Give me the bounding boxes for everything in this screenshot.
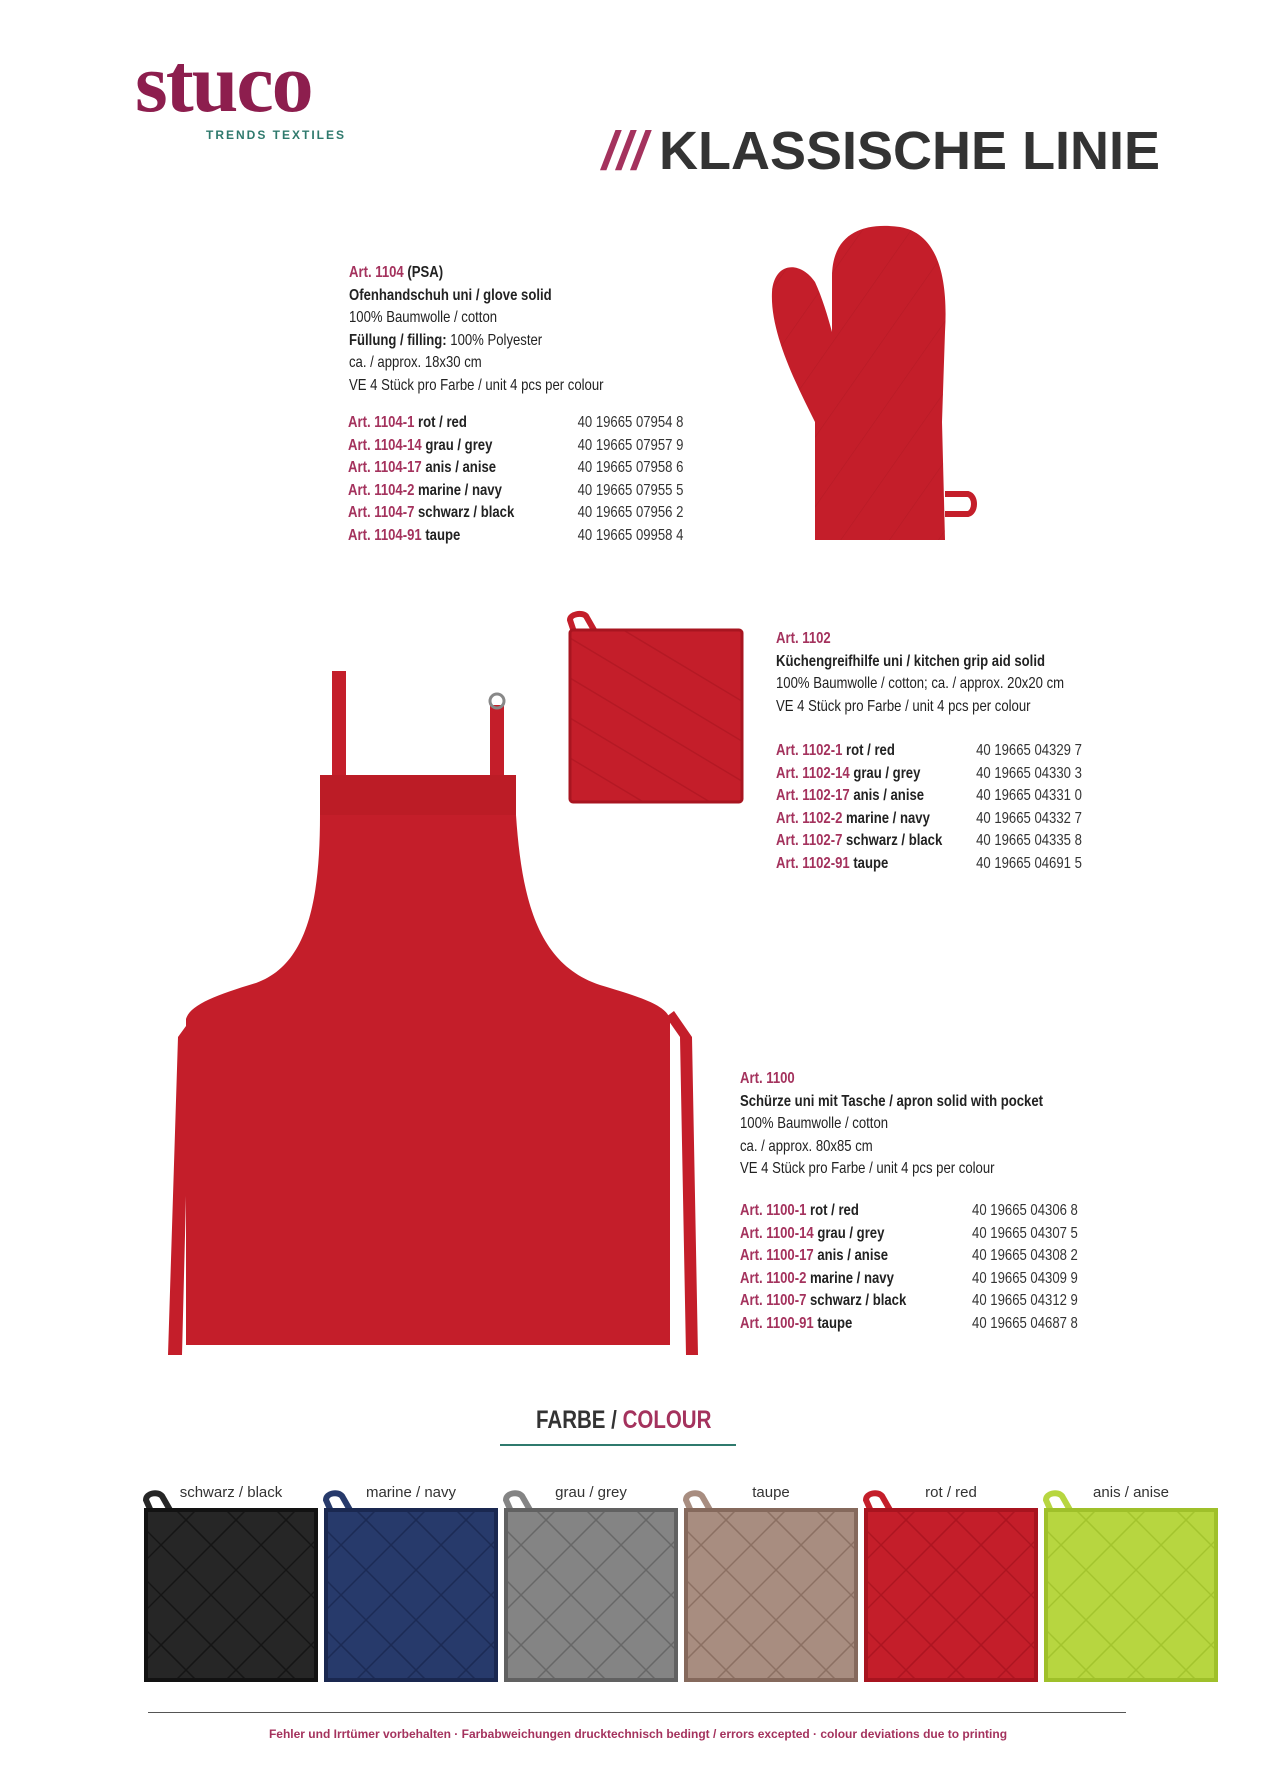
footer-divider <box>148 1712 1126 1713</box>
glove-unit: VE 4 Stück pro Farbe / unit 4 pcs per colour <box>349 376 604 394</box>
brand-tagline: TRENDS TEXTILES <box>206 128 347 142</box>
variant-row: Art. 1102-17 anis / anise 40 19665 04331 0 <box>776 787 1082 805</box>
glove-variant-list <box>348 412 684 548</box>
potholder-swatch <box>860 1488 1044 1688</box>
variant-row: Art. 1100-2 marine / navy 40 19665 04309 9 <box>740 1269 1078 1287</box>
apron-material: 100% Baumwolle / cotton <box>740 1115 889 1132</box>
title-slashes: /// <box>602 121 648 181</box>
colour-title-sep: / <box>605 1406 623 1434</box>
glove-filling-label: Füllung / filling: <box>349 331 447 349</box>
colour-title-de: FARBE <box>536 1406 606 1434</box>
grip-name: Küchengreifhilfe uni / kitchen grip aid solid <box>776 652 1045 670</box>
apron-image <box>160 665 720 1355</box>
potholder-swatch <box>140 1488 324 1688</box>
potholder-swatch <box>1040 1488 1224 1688</box>
variant-row: Art. 1104-7 schwarz / black 40 19665 07956 2 <box>348 504 684 522</box>
glove-filling-value: 100% Polyester <box>446 331 543 349</box>
grip-material: 100% Baumwolle / cotton; ca. / approx. 20x20 cm <box>776 675 1065 692</box>
page-title <box>602 121 1161 181</box>
title-text: KLASSISCHE LINIE <box>659 121 1161 181</box>
glove-name: Ofenhandschuh uni / glove solid <box>349 286 552 304</box>
variant-row: Art. 1100-91 taupe 40 19665 04687 8 <box>740 1314 1078 1332</box>
variant-row: Art. 1102-91 taupe 40 19665 04691 5 <box>776 854 1082 872</box>
grip-art-number: Art. 1102 <box>776 630 831 647</box>
variant-row: Art. 1102-14 grau / grey 40 19665 04330 3 <box>776 764 1082 782</box>
variant-row: Art. 1100-17 anis / anise 40 19665 04308 2 <box>740 1247 1078 1265</box>
swatch-label: grau / grey <box>555 1484 627 1501</box>
glove-description <box>349 262 604 397</box>
colour-section-title <box>536 1406 711 1435</box>
potholder-swatch <box>680 1488 864 1688</box>
swatch-label: taupe <box>752 1484 790 1501</box>
variant-row: Art. 1104-14 grau / grey 40 19665 07957 9 <box>348 436 684 454</box>
oven-glove-image <box>770 222 980 552</box>
grip-unit: VE 4 Stück pro Farbe / unit 4 pcs per colour <box>776 697 1031 715</box>
apron-description <box>740 1068 1043 1181</box>
grip-variant-list <box>776 740 1082 876</box>
variant-row: Art. 1102-2 marine / navy 40 19665 04332 7 <box>776 809 1082 827</box>
colour-title-en: COLOUR <box>622 1406 712 1434</box>
swatch-label: anis / anise <box>1093 1484 1169 1501</box>
variant-row: Art. 1100-1 rot / red 40 19665 04306 8 <box>740 1202 1078 1219</box>
variant-row: Art. 1104-1 rot / red 40 19665 07954 8 <box>348 414 684 431</box>
apron-art-number: Art. 1100 <box>740 1070 795 1087</box>
variant-row: Art. 1104-17 anis / anise 40 19665 07958 6 <box>348 459 684 477</box>
swatch-label: marine / navy <box>365 1484 457 1501</box>
apron-size: ca. / approx. 80x85 cm <box>740 1137 873 1155</box>
brand-logo: stuco <box>135 37 312 130</box>
grip-description <box>776 628 1064 718</box>
footer-disclaimer: Fehler und Irrtümer vorbehalten · Farbabweichungen drucktechnisch bedingt / errors excepted · colour deviations due to printing <box>268 1727 1008 1741</box>
potholder-swatch <box>320 1488 504 1688</box>
variant-row: Art. 1100-14 grau / grey 40 19665 04307 5 <box>740 1224 1078 1242</box>
glove-art-suffix: (PSA) <box>403 264 444 281</box>
swatch-label: schwarz / black <box>179 1484 283 1501</box>
glove-size: ca. / approx. 18x30 cm <box>349 354 482 371</box>
colour-title-underline <box>500 1444 736 1446</box>
glove-material: 100% Baumwolle / cotton <box>349 309 498 326</box>
variant-row: Art. 1104-2 marine / navy 40 19665 07955 5 <box>348 481 684 499</box>
variant-row: Art. 1100-7 schwarz / black 40 19665 04312 9 <box>740 1292 1078 1310</box>
variant-row: Art. 1102-7 schwarz / black 40 19665 04335 8 <box>776 832 1082 850</box>
glove-art-number: Art. 1104 <box>349 264 404 281</box>
variant-row: Art. 1104-91 taupe 40 19665 09958 4 <box>348 526 684 544</box>
potholder-swatch <box>500 1488 684 1688</box>
apron-unit: VE 4 Stück pro Farbe / unit 4 pcs per colour <box>740 1160 995 1177</box>
apron-variant-list <box>740 1200 1078 1336</box>
variant-row: Art. 1102-1 rot / red 40 19665 04329 7 <box>776 742 1082 759</box>
apron-name: Schürze uni mit Tasche / apron solid with pocket <box>740 1092 1044 1110</box>
swatch-label: rot / red <box>925 1484 977 1501</box>
